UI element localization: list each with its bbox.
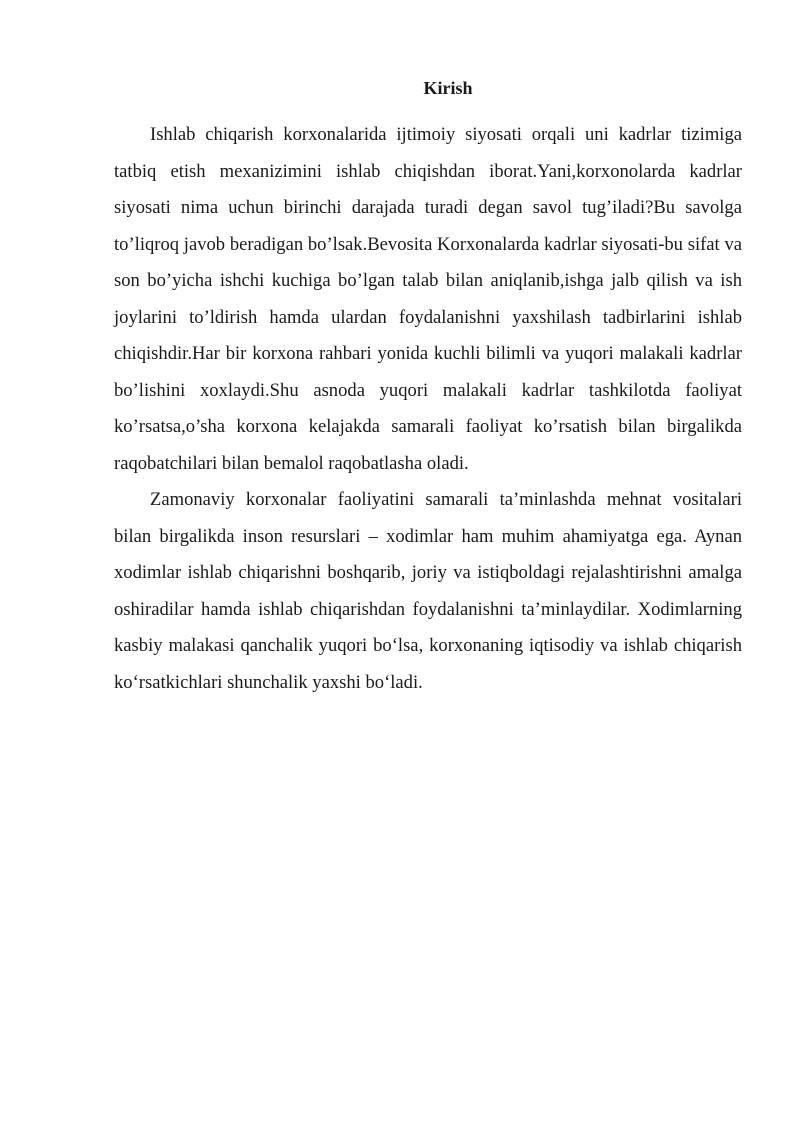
document-body bbox=[114, 117, 742, 701]
paragraph-1: Ishlab chiqarish korxonalarida ijtimoiy siyosati orqali uni kadrlar tizimiga tatbiq etish mexanizimini ishlab chiqishdan iborat.Yani,korxonolarda kadrlar siyosati nima uchun birinchi darajada turadi degan savol tug’iladi?Bu savolga to’liqroq javob beradigan bo’lsak.Bevosita Korxonalarda kadrlar siyosati-bu sifat va son bo’yicha ishchi kuchiga bo’lgan talab bilan aniqlanib,ishga jalb qilish va ish joylarini to’ldirish hamda ulardan foydalanishni yaxshilash tadbirlarini ishlab chiqishdir.Har bir korxona rahbari yonida kuchli bilimli va yuqori malakali kadrlar bo’lishini xoxlaydi.Shu asnoda yuqori malakali kadrlar tashkilotda faoliyat ko’rsatsa,o’sha korxona kelajakda samarali faoliyat ko’rsatish bilan birgalikda raqobatchilari bilan bemalol raqobatlasha oladi. bbox=[114, 124, 742, 474]
paragraph-2: Zamonaviy korxonalar faoliyatini samarali ta’minlashda mehnat vositalari bilan birgalikda inson resurslari – xodimlar ham muhim ahamiyatga ega. Aynan xodimlar ishlab chiqarishni boshqarib, joriy va istiqboldagi rejalashtirishni amalga oshiradilar hamda ishlab chiqarishdan foydalanishni ta’minlaydilar. Xodimlarning kasbiy malakasi qanchalik yuqori bo‘lsa, korxonaning iqtisodiy va ishlab chiqarish ko‘rsatkichlari shunchalik yaxshi bo‘ladi. bbox=[114, 489, 742, 693]
document-title: Kirish bbox=[423, 78, 473, 98]
